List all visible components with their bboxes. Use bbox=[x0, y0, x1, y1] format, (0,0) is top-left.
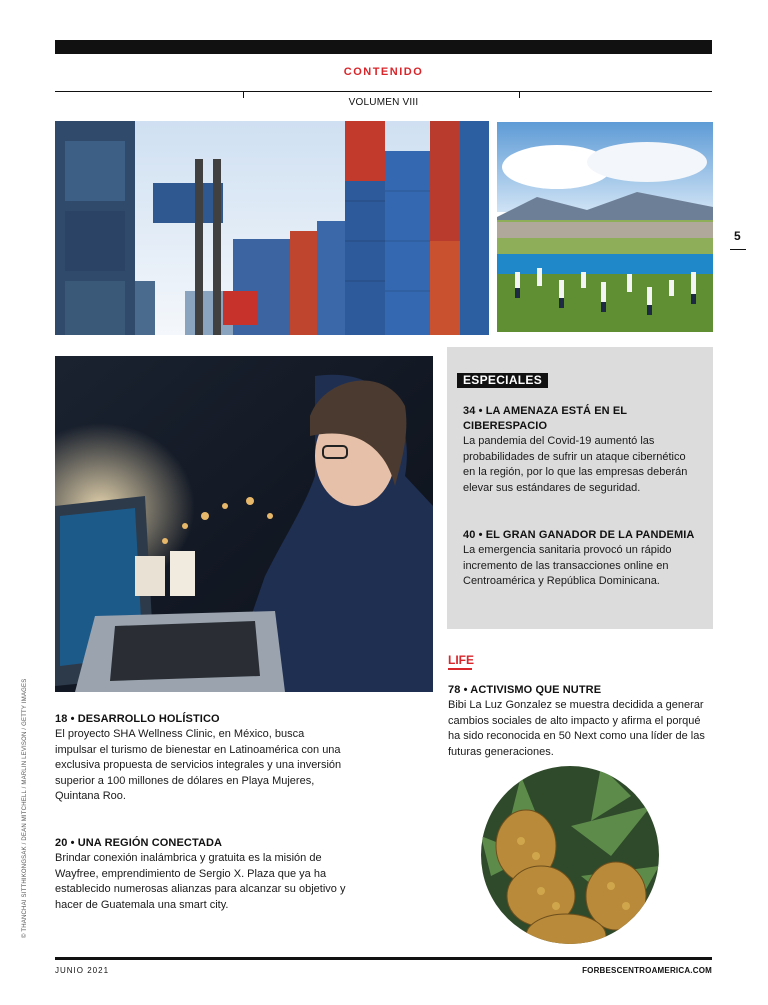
life-article-title[interactable]: 78 • ACTIVISMO QUE NUTRE bbox=[448, 684, 602, 696]
woman-laptop-photo bbox=[55, 356, 433, 692]
specials-article-body: La pandemia del Covid-19 aumentó las probabilidades de sufrir un ataque cibernético en la región, por lo que las empresas deberán elevar sus estándares de seguridad. bbox=[463, 435, 688, 494]
page-number-rule bbox=[730, 249, 746, 250]
photo-credit: © THANCHAI SITTHIKONGSAK / DEAN MITCHELL / MARLIN LEVISON / GETTY IMAGES bbox=[22, 678, 28, 938]
life-label: LIFE bbox=[448, 653, 474, 667]
header-rule bbox=[55, 91, 712, 92]
header-bar bbox=[55, 40, 712, 54]
footer-date: JUNIO 2021 bbox=[55, 966, 110, 975]
left-article-title[interactable]: 20 • UNA REGIÓN CONECTADA bbox=[55, 837, 223, 849]
baseball-field-photo bbox=[497, 122, 713, 332]
life-article-body: Bibi La Luz Gonzalez se muestra decidida a generar cambios sociales de alto impacto y afirma el porqué ha sido reconocida en 50 Next como una líder de las futuras generaciones. bbox=[448, 699, 705, 758]
section-label: CONTENIDO bbox=[343, 66, 424, 78]
left-article-body: Brindar conexión inalámbrica y gratuita es la misión de Wayfree, emprendimiento de Sergio X. Plaza que ya ha establecido numerosas alianzas para alcanzar su objetivo y hacer de Guatemala una smart city. bbox=[55, 852, 346, 911]
shipping-containers-photo bbox=[55, 121, 489, 335]
specials-article-title[interactable]: 34 • LA AMENAZA ESTÁ EN EL CIBERESPACIO bbox=[463, 405, 627, 432]
footer-bar bbox=[55, 957, 712, 960]
footer-site[interactable]: FORBESCENTROAMERICA.COM bbox=[582, 966, 712, 975]
specials-article-body: La emergencia sanitaria provocó un rápido incremento de las transacciones online en Centroamérica y República Dominicana. bbox=[463, 544, 672, 587]
page-number: 5 bbox=[734, 229, 741, 243]
specials-tag: ESPECIALES bbox=[457, 373, 548, 388]
pineapples-photo bbox=[481, 766, 659, 944]
life-underline bbox=[448, 668, 472, 670]
specials-article-title[interactable]: 40 • EL GRAN GANADOR DE LA PANDEMIA bbox=[463, 529, 695, 541]
volume-label: VOLUMEN VIII bbox=[348, 97, 419, 108]
left-article-title[interactable]: 18 • DESARROLLO HOLÍSTICO bbox=[55, 713, 220, 725]
left-article-body: El proyecto SHA Wellness Clinic, en México, busca impulsar el turismo de bienestar en Latinoamérica con una exclusiva propuesta de servicios integrales y una inversión superior a 100 millones de dólares en Playa Mujeres, Quintana Roo. bbox=[55, 728, 342, 802]
